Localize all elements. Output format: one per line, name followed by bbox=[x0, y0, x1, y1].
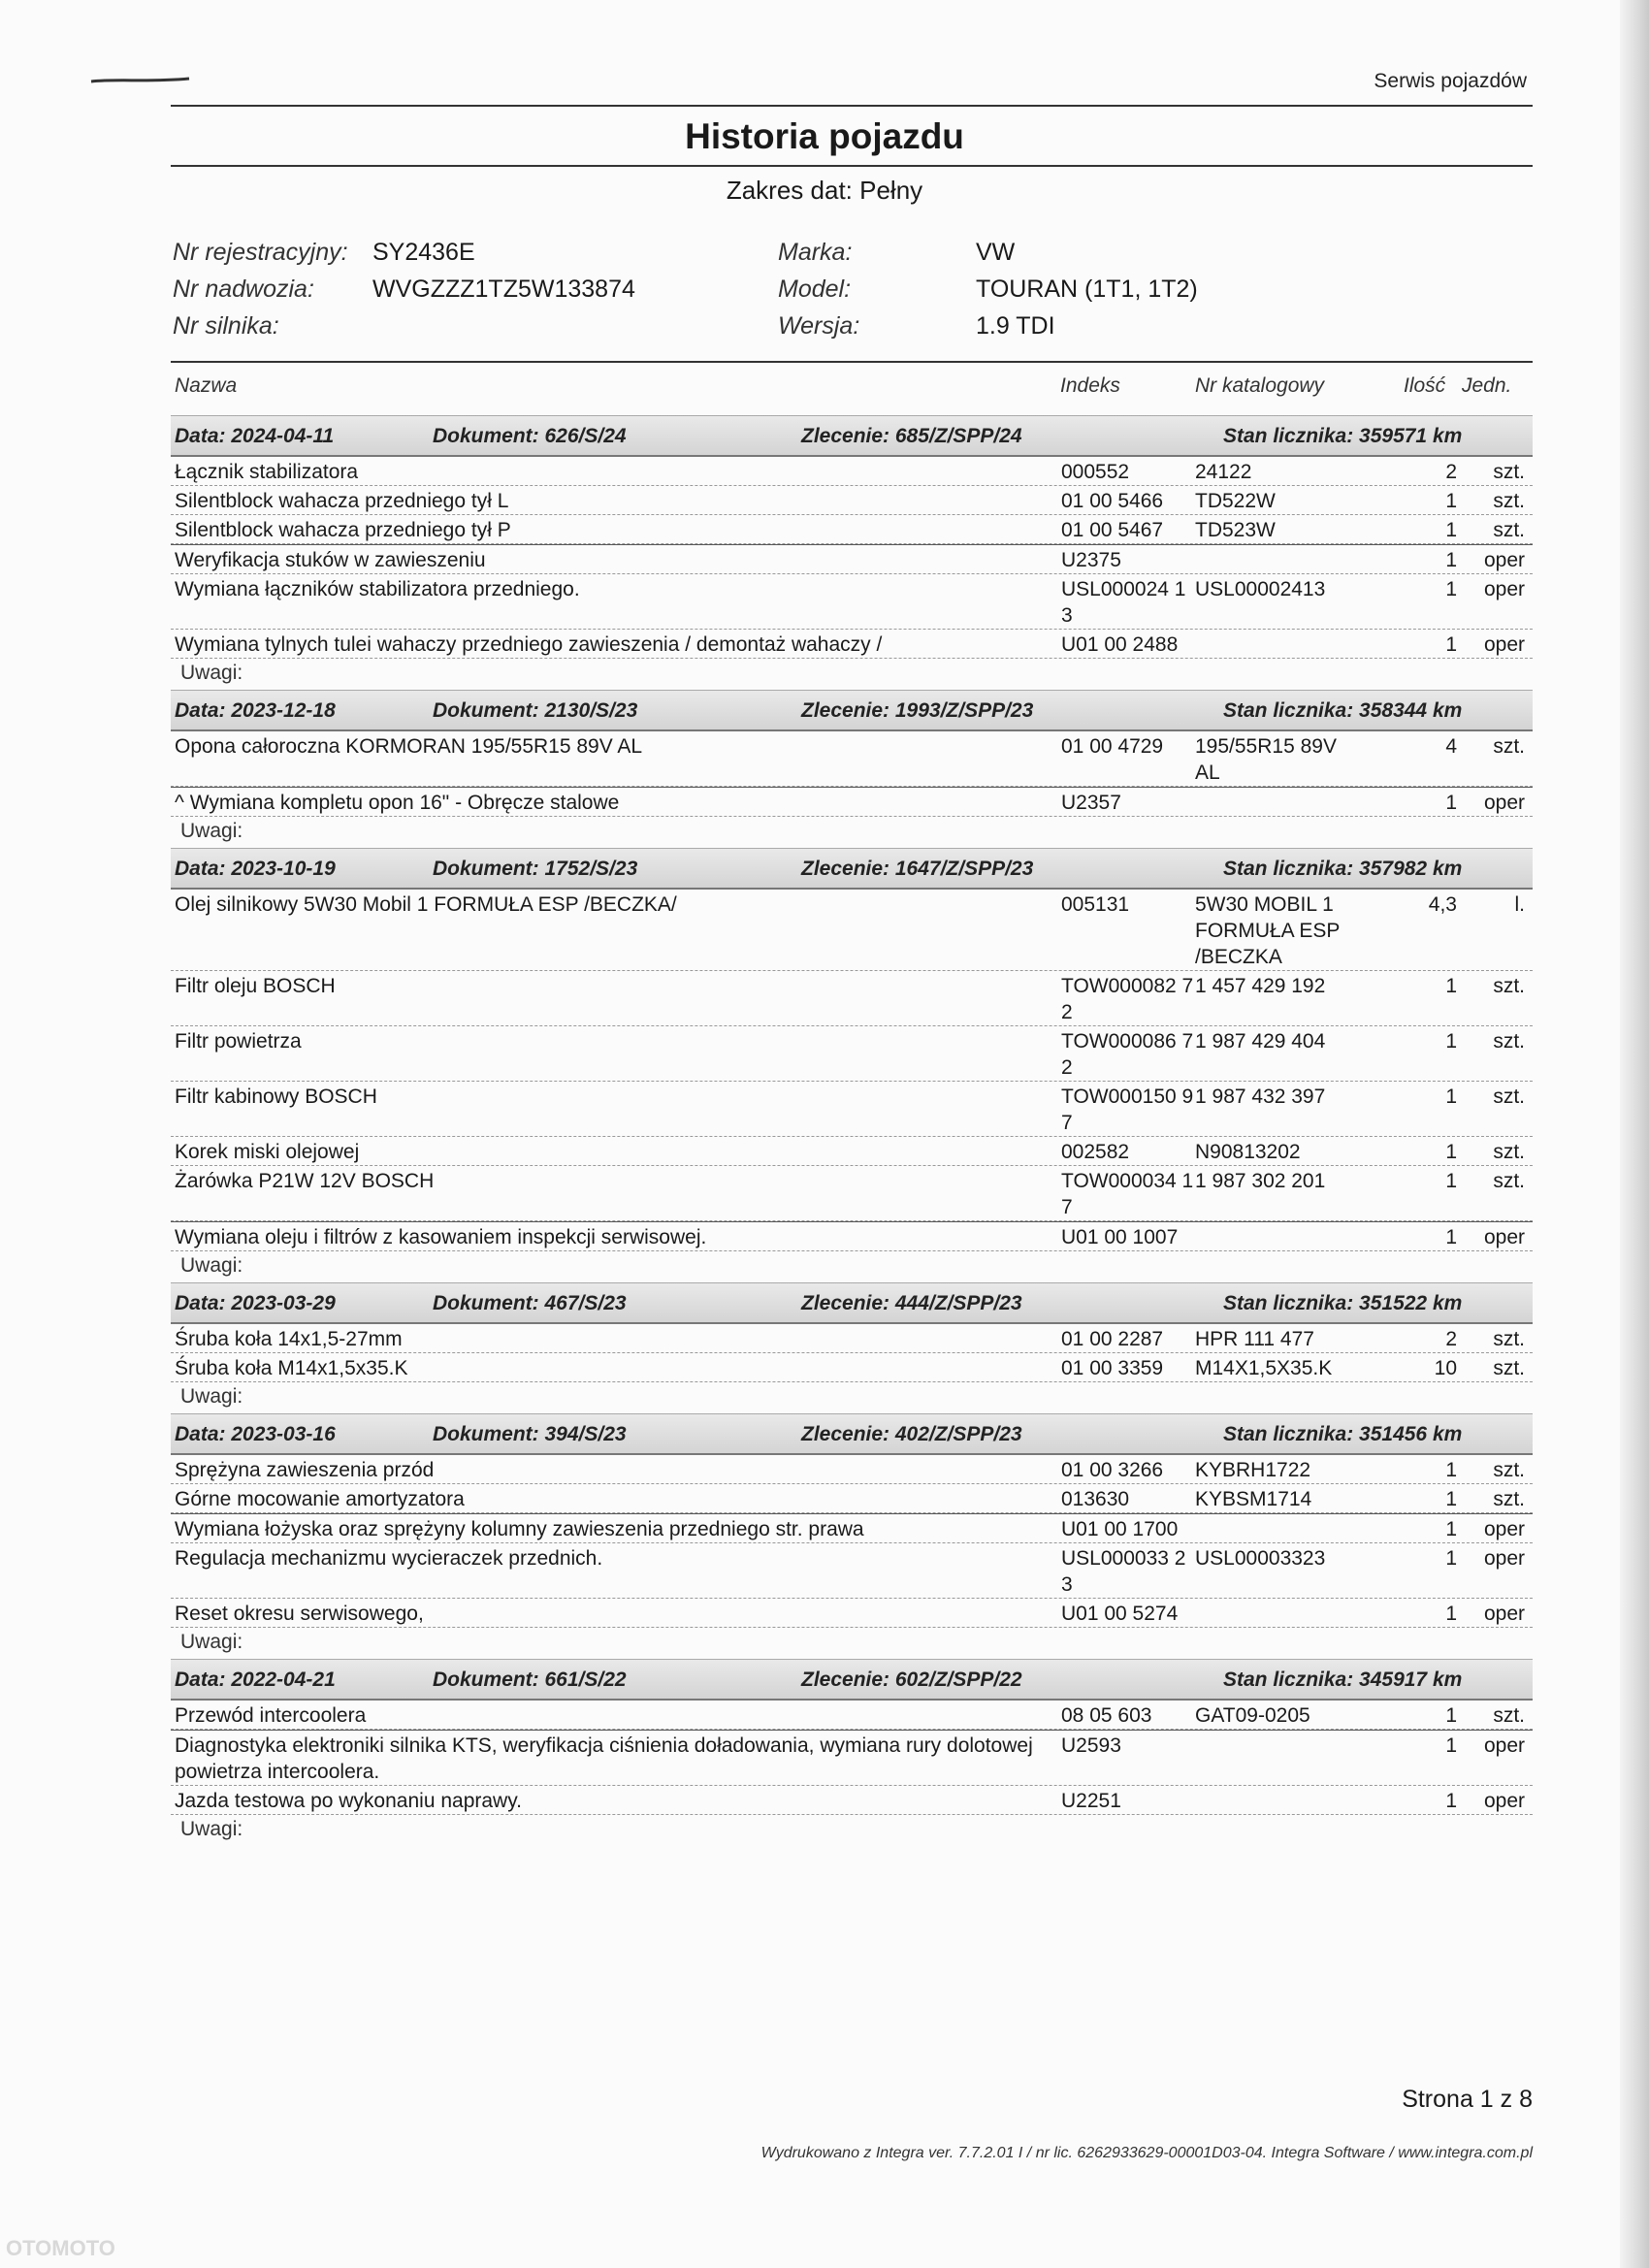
remarks-label: Uwagi: bbox=[180, 1254, 243, 1277]
cell-index: 002582 bbox=[1061, 1141, 1130, 1163]
paper-edge-shadow bbox=[1620, 0, 1649, 2268]
version-label: Wersja: bbox=[778, 312, 860, 340]
cell-name: Wymiana łączników stabilizatora przedniego. bbox=[175, 578, 580, 600]
cell-index: TOW000082 72 bbox=[1061, 975, 1194, 1023]
cell-catalog bbox=[1195, 1514, 1360, 1542]
service-entry bbox=[171, 1282, 1533, 1411]
part-row bbox=[171, 731, 1533, 787]
cell-index: 01 00 4729 bbox=[1061, 735, 1164, 758]
part-row bbox=[171, 1484, 1533, 1513]
entry-order: Zlecenie: 685/Z/SPP/24 bbox=[801, 425, 1022, 447]
service-entry bbox=[171, 1659, 1533, 1844]
cell-unit: szt. bbox=[1493, 1170, 1525, 1192]
cell-catalog: TD522W bbox=[1195, 490, 1276, 512]
cell-catalog bbox=[1195, 1222, 1360, 1250]
remarks-label: Uwagi: bbox=[180, 662, 243, 684]
cell-unit: oper bbox=[1483, 549, 1525, 571]
service-history-list bbox=[171, 413, 1533, 1844]
divider bbox=[171, 361, 1533, 363]
service-entry bbox=[171, 848, 1533, 1280]
cell-unit: oper bbox=[1483, 1547, 1525, 1570]
cell-catalog: USL00002413 bbox=[1195, 578, 1326, 600]
entry-order: Zlecenie: 1993/Z/SPP/23 bbox=[801, 699, 1034, 722]
col-header-index: Indeks bbox=[1060, 374, 1120, 397]
part-row bbox=[171, 1324, 1533, 1353]
cell-unit: szt. bbox=[1493, 1488, 1525, 1510]
cell-name: Reset okresu serwisowego, bbox=[175, 1603, 424, 1625]
page-title: Historia pojazdu bbox=[685, 116, 964, 156]
cell-index: U2375 bbox=[1061, 549, 1121, 571]
cell-catalog: KYBRH1722 bbox=[1195, 1459, 1311, 1481]
cell-index: 000552 bbox=[1061, 461, 1130, 483]
cell-unit: oper bbox=[1483, 1790, 1525, 1812]
part-row bbox=[171, 1082, 1533, 1137]
cell-name: Łącznik stabilizatora bbox=[175, 461, 359, 483]
cell-qty: 1 bbox=[1445, 1170, 1457, 1192]
cell-index: USL000024 13 bbox=[1061, 578, 1186, 627]
cell-qty: 1 bbox=[1445, 549, 1457, 571]
cell-index: USL000033 23 bbox=[1061, 1547, 1186, 1596]
cell-qty: 1 bbox=[1445, 1734, 1457, 1757]
part-row bbox=[171, 486, 1533, 515]
cell-index: 01 00 5466 bbox=[1061, 490, 1164, 512]
cell-catalog: 1 987 302 201 bbox=[1195, 1170, 1326, 1192]
cell-qty: 1 bbox=[1445, 633, 1457, 656]
remarks-label: Uwagi: bbox=[180, 1818, 243, 1840]
entry-meter: Stan licznika: 345917 km bbox=[1223, 1669, 1463, 1691]
cell-unit: szt. bbox=[1493, 1704, 1525, 1727]
col-header-qty: Ilość bbox=[1404, 374, 1446, 397]
entry-doc: Dokument: 1752/S/23 bbox=[433, 858, 638, 880]
entry-order: Zlecenie: 444/Z/SPP/23 bbox=[801, 1292, 1022, 1314]
service-entry-header bbox=[171, 415, 1533, 457]
cell-unit: oper bbox=[1483, 1734, 1525, 1757]
service-entry-header bbox=[171, 1413, 1533, 1455]
cell-unit: szt. bbox=[1493, 1357, 1525, 1379]
cell-qty: 4 bbox=[1445, 735, 1457, 758]
cell-qty: 1 bbox=[1445, 1488, 1457, 1510]
cell-index: 01 00 5467 bbox=[1061, 519, 1164, 541]
entry-date: Data: 2024-04-11 bbox=[175, 425, 335, 447]
service-row bbox=[171, 1599, 1533, 1628]
company-name: Serwis pojazdów bbox=[1374, 70, 1527, 92]
cell-qty: 1 bbox=[1445, 792, 1457, 814]
cell-unit: oper bbox=[1483, 1518, 1525, 1540]
cell-name: Wymiana łożyska oraz sprężyny kolumny zawieszenia przedniego str. prawa bbox=[175, 1518, 864, 1540]
part-row bbox=[171, 1701, 1533, 1730]
entry-order: Zlecenie: 402/Z/SPP/23 bbox=[801, 1423, 1022, 1445]
service-entry bbox=[171, 690, 1533, 846]
service-entry-header bbox=[171, 848, 1533, 890]
version-value: 1.9 TDI bbox=[976, 312, 1055, 340]
cell-name: Silentblock wahacza przedniego tył P bbox=[175, 519, 511, 541]
cell-qty: 1 bbox=[1445, 1790, 1457, 1812]
cell-qty: 2 bbox=[1445, 461, 1457, 483]
col-header-unit: Jedn. bbox=[1462, 374, 1512, 397]
service-entry-header bbox=[171, 690, 1533, 731]
cell-catalog bbox=[1195, 1731, 1360, 1785]
cell-qty: 1 bbox=[1445, 1547, 1457, 1570]
reg-label: Nr rejestracyjny: bbox=[173, 239, 348, 266]
cell-catalog: GAT09-0205 bbox=[1195, 1704, 1310, 1727]
cell-qty: 1 bbox=[1445, 519, 1457, 541]
service-entry-header bbox=[171, 1659, 1533, 1701]
cell-catalog bbox=[1195, 545, 1360, 573]
cell-qty: 1 bbox=[1445, 1226, 1457, 1248]
divider bbox=[171, 165, 1533, 167]
cell-catalog: 1 987 429 404 bbox=[1195, 1030, 1326, 1053]
service-entry bbox=[171, 415, 1533, 688]
entry-order: Zlecenie: 1647/Z/SPP/23 bbox=[801, 858, 1034, 880]
vin-label: Nr nadwozia: bbox=[173, 275, 314, 303]
entry-date: Data: 2023-03-16 bbox=[175, 1423, 336, 1445]
cell-qty: 1 bbox=[1445, 578, 1457, 600]
cell-name: Filtr oleju BOSCH bbox=[175, 975, 336, 997]
service-entry bbox=[171, 1413, 1533, 1657]
cell-qty: 1 bbox=[1445, 1459, 1457, 1481]
cell-qty: 1 bbox=[1445, 1030, 1457, 1053]
cell-name: Śruba koła 14x1,5-27mm bbox=[175, 1328, 403, 1350]
entry-meter: Stan licznika: 359571 km bbox=[1223, 425, 1463, 447]
service-row bbox=[171, 574, 1533, 630]
cell-name: Olej silnikowy 5W30 Mobil 1 FORMUŁA ESP /BECZKA/ bbox=[175, 893, 677, 916]
service-row bbox=[171, 1221, 1533, 1251]
entry-meter: Stan licznika: 351522 km bbox=[1223, 1292, 1463, 1314]
page-number: Strona 1 z 8 bbox=[1402, 2086, 1533, 2113]
cell-name: Diagnostyka elektroniki silnika KTS, weryfikacja ciśnienia doładowania, wymiana rury dolotowej powietrza intercoolera. bbox=[175, 1734, 1033, 1783]
cell-qty: 4,3 bbox=[1428, 893, 1457, 916]
cell-catalog bbox=[1195, 1786, 1360, 1814]
cell-catalog: TD523W bbox=[1195, 519, 1276, 541]
entry-date: Data: 2022-04-21 bbox=[175, 1669, 336, 1691]
model-label: Model: bbox=[778, 275, 852, 303]
cell-qty: 1 bbox=[1445, 1085, 1457, 1108]
remarks-label: Uwagi: bbox=[180, 820, 243, 842]
cell-name: Filtr powietrza bbox=[175, 1030, 302, 1053]
part-row bbox=[171, 1137, 1533, 1166]
cell-catalog: M14X1,5X35.K bbox=[1195, 1357, 1333, 1379]
cell-index: TOW000086 72 bbox=[1061, 1030, 1194, 1079]
entry-order: Zlecenie: 602/Z/SPP/22 bbox=[801, 1669, 1022, 1691]
part-row bbox=[171, 457, 1533, 486]
cell-unit: szt. bbox=[1493, 519, 1525, 541]
cell-qty: 10 bbox=[1434, 1357, 1457, 1379]
cell-name: Przewód intercoolera bbox=[175, 1704, 367, 1727]
make-value: VW bbox=[976, 239, 1016, 266]
cell-name: Wymiana oleju i filtrów z kasowaniem inspekcji serwisowej. bbox=[175, 1226, 707, 1248]
cell-catalog: KYBSM1714 bbox=[1195, 1488, 1312, 1510]
entry-doc: Dokument: 394/S/23 bbox=[433, 1423, 627, 1445]
cell-name: ^ Wymiana kompletu opon 16" - Obręcze stalowe bbox=[175, 792, 620, 814]
cell-unit: szt. bbox=[1493, 1030, 1525, 1053]
entry-meter: Stan licznika: 351456 km bbox=[1223, 1423, 1463, 1445]
cell-index: TOW000150 97 bbox=[1061, 1085, 1194, 1134]
cell-unit: szt. bbox=[1493, 975, 1525, 997]
cell-index: U2251 bbox=[1061, 1790, 1121, 1812]
cell-unit: l. bbox=[1514, 893, 1525, 916]
cell-index: U01 00 2488 bbox=[1061, 633, 1179, 656]
cell-catalog bbox=[1195, 1599, 1360, 1627]
cell-catalog: 24122 bbox=[1195, 461, 1252, 483]
cell-qty: 2 bbox=[1445, 1328, 1457, 1350]
cell-unit: szt. bbox=[1493, 735, 1525, 758]
cell-catalog: 1 457 429 192 bbox=[1195, 975, 1326, 997]
remarks-label: Uwagi: bbox=[180, 1385, 243, 1408]
service-row bbox=[171, 1786, 1533, 1815]
cell-index: 01 00 3266 bbox=[1061, 1459, 1164, 1481]
service-row bbox=[171, 787, 1533, 817]
cell-index: U2357 bbox=[1061, 792, 1121, 814]
cell-unit: szt. bbox=[1493, 461, 1525, 483]
part-row bbox=[171, 890, 1533, 971]
part-row bbox=[171, 1353, 1533, 1382]
make-label: Marka: bbox=[778, 239, 853, 266]
cell-index: 005131 bbox=[1061, 893, 1130, 916]
cell-unit: oper bbox=[1483, 1226, 1525, 1248]
cell-unit: szt. bbox=[1493, 1328, 1525, 1350]
cell-name: Filtr kabinowy BOSCH bbox=[175, 1085, 377, 1108]
cell-index: 01 00 3359 bbox=[1061, 1357, 1164, 1379]
service-row bbox=[171, 1543, 1533, 1599]
cell-catalog: 195/55R15 89V AL bbox=[1195, 735, 1337, 784]
col-header-catalog: Nr katalogowy bbox=[1195, 374, 1325, 397]
cell-name: Opona całoroczna KORMORAN 195/55R15 89V AL bbox=[175, 735, 643, 758]
cell-unit: szt. bbox=[1493, 1085, 1525, 1108]
cell-unit: szt. bbox=[1493, 490, 1525, 512]
divider bbox=[171, 105, 1533, 107]
cell-index: TOW000034 17 bbox=[1061, 1170, 1194, 1218]
cell-index: 013630 bbox=[1061, 1488, 1130, 1510]
cell-index: 08 05 603 bbox=[1061, 1704, 1152, 1727]
service-row bbox=[171, 544, 1533, 574]
cell-catalog bbox=[1195, 630, 1360, 658]
cell-name: Śruba koła M14x1,5x35.K bbox=[175, 1357, 408, 1379]
entry-date: Data: 2023-03-29 bbox=[175, 1292, 336, 1314]
service-row bbox=[171, 1730, 1533, 1786]
cell-catalog: HPR 111 477 bbox=[1195, 1328, 1314, 1350]
part-row bbox=[171, 515, 1533, 544]
entry-doc: Dokument: 661/S/22 bbox=[433, 1669, 627, 1691]
cell-index: U01 00 5274 bbox=[1061, 1603, 1179, 1625]
model-value: TOURAN (1T1, 1T2) bbox=[976, 275, 1198, 303]
engine-label: Nr silnika: bbox=[173, 312, 279, 340]
entry-doc: Dokument: 626/S/24 bbox=[433, 425, 627, 447]
cell-unit: oper bbox=[1483, 1603, 1525, 1625]
cell-qty: 1 bbox=[1445, 1704, 1457, 1727]
cell-qty: 1 bbox=[1445, 975, 1457, 997]
entry-date: Data: 2023-10-19 bbox=[175, 858, 336, 880]
cell-unit: szt. bbox=[1493, 1459, 1525, 1481]
cell-name: Weryfikacja stuków w zawieszeniu bbox=[175, 549, 486, 571]
cell-name: Sprężyna zawieszenia przód bbox=[175, 1459, 435, 1481]
cell-index: U01 00 1700 bbox=[1061, 1518, 1179, 1540]
print-footer: Wydrukowano z Integra ver. 7.7.2.01 I / nr lic. 6262933629-00001D03-04. Integra Software / www.integra.com.pl bbox=[760, 2145, 1533, 2161]
cell-qty: 1 bbox=[1445, 1603, 1457, 1625]
date-range: Zakres dat: Pełny bbox=[726, 176, 923, 205]
entry-doc: Dokument: 467/S/23 bbox=[433, 1292, 627, 1314]
part-row bbox=[171, 1455, 1533, 1484]
cell-name: Wymiana tylnych tulei wahaczy przedniego zawieszenia / demontaż wahaczy / bbox=[175, 633, 883, 656]
part-row bbox=[171, 971, 1533, 1026]
service-row bbox=[171, 630, 1533, 659]
cell-unit: oper bbox=[1483, 792, 1525, 814]
pen-mark-icon bbox=[89, 76, 191, 85]
cell-name: Żarówka P21W 12V BOSCH bbox=[175, 1170, 435, 1192]
cell-name: Regulacja mechanizmu wycieraczek przednich. bbox=[175, 1547, 603, 1570]
entry-date: Data: 2023-12-18 bbox=[175, 699, 336, 722]
cell-catalog bbox=[1195, 788, 1360, 816]
reg-value: SY2436E bbox=[372, 239, 475, 266]
entry-meter: Stan licznika: 358344 km bbox=[1223, 699, 1463, 722]
cell-unit: oper bbox=[1483, 633, 1525, 656]
watermark: OTOMOTO bbox=[6, 2236, 115, 2260]
cell-name: Górne mocowanie amortyzatora bbox=[175, 1488, 465, 1510]
cell-unit: szt. bbox=[1493, 1141, 1525, 1163]
cell-qty: 1 bbox=[1445, 490, 1457, 512]
col-header-name: Nazwa bbox=[175, 374, 238, 397]
cell-name: Korek miski olejowej bbox=[175, 1141, 360, 1163]
cell-catalog: 5W30 MOBIL 1 FORMUŁA ESP /BECZKA bbox=[1195, 893, 1340, 968]
cell-qty: 1 bbox=[1445, 1518, 1457, 1540]
part-row bbox=[171, 1166, 1533, 1221]
entry-meter: Stan licznika: 357982 km bbox=[1223, 858, 1463, 880]
service-row bbox=[171, 1513, 1533, 1543]
cell-qty: 1 bbox=[1445, 1141, 1457, 1163]
cell-unit: oper bbox=[1483, 578, 1525, 600]
service-entry-header bbox=[171, 1282, 1533, 1324]
cell-catalog: N90813202 bbox=[1195, 1141, 1301, 1163]
cell-catalog: 1 987 432 397 bbox=[1195, 1085, 1326, 1108]
cell-index: U2593 bbox=[1061, 1734, 1121, 1757]
cell-index: 01 00 2287 bbox=[1061, 1328, 1164, 1350]
cell-name: Silentblock wahacza przedniego tył L bbox=[175, 490, 509, 512]
cell-index: U01 00 1007 bbox=[1061, 1226, 1179, 1248]
entry-doc: Dokument: 2130/S/23 bbox=[433, 699, 638, 722]
vin-value: WVGZZZ1TZ5W133874 bbox=[372, 275, 635, 303]
remarks-label: Uwagi: bbox=[180, 1631, 243, 1653]
part-row bbox=[171, 1026, 1533, 1082]
cell-name: Jazda testowa po wykonaniu naprawy. bbox=[175, 1790, 522, 1812]
cell-catalog: USL00003323 bbox=[1195, 1547, 1326, 1570]
